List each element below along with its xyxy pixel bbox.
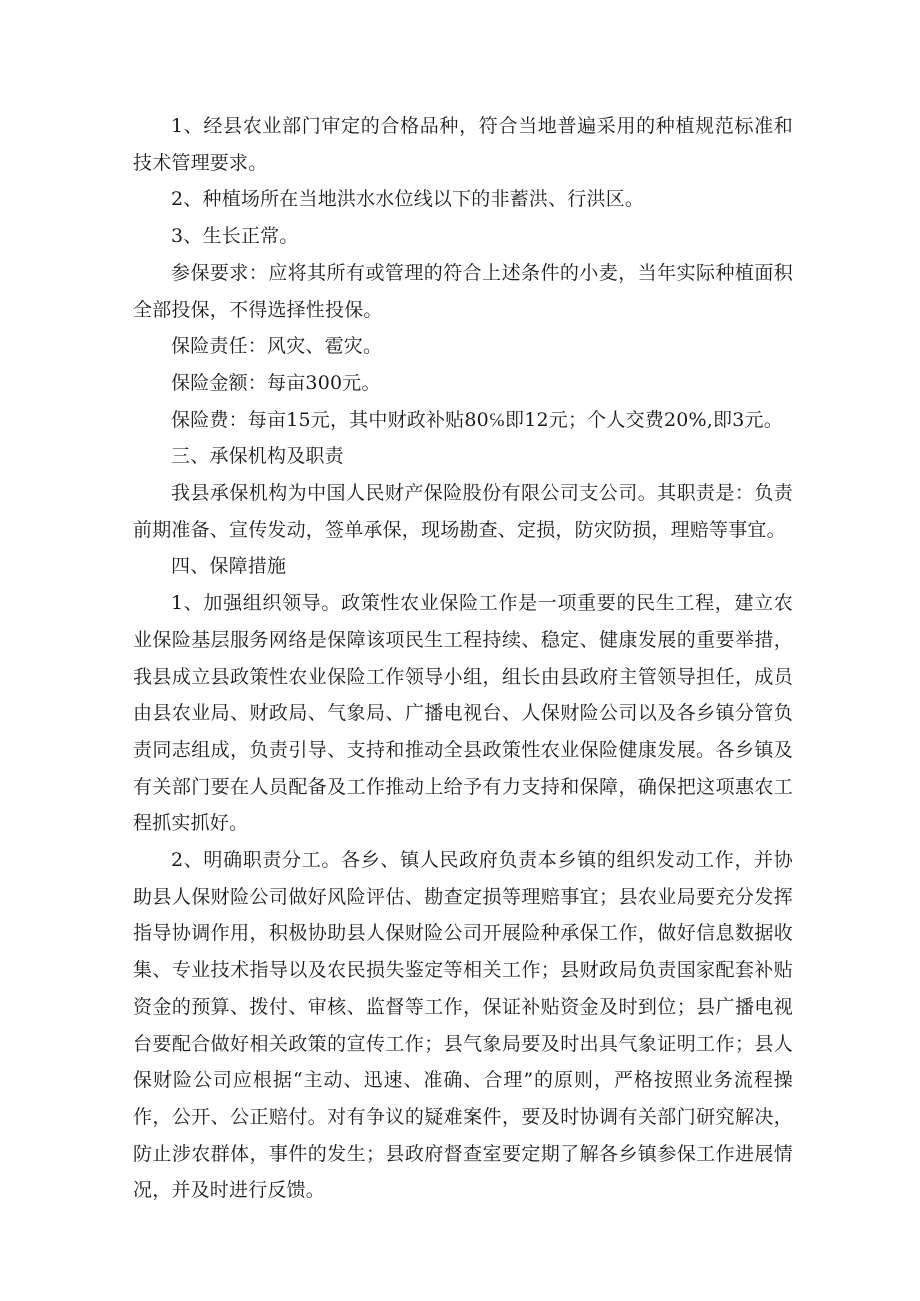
- paragraph-premium: 保险费：每亩15元，其中财政补贴80℅即12元；个人交费20%,即3元。: [171, 408, 783, 431]
- document-body: [133, 108, 793, 1209]
- paragraph-planting-location: 2、种植场所在当地洪水水位线以下的非蓄洪、行洪区。: [171, 188, 645, 211]
- paragraph-normal-growth: 3、生长正常。: [171, 225, 299, 248]
- paragraph-organizational-leadership: 1、加强组织领导。政策性农业保险工作是一项重要的民生工程，建立农业保险基层服务网络是保障该项民生工程持续、稳定、健康发展的重要举措，我县成立县政策性农业保险工作领导小组，组长由县政府主管领导担任，成员由县农业局、财政局、气象局、广播电视台、人保财险公司以及各乡镇分管负责同志组成，负责引导、支持和推动全县政策性农业保险健康发展。各乡镇及有关部门要在人员配备及工作推动上给予有力支持和保障，确保把这项惠农工程抓实抓好。: [133, 592, 793, 835]
- paragraph-insured-amount: 保险金额：每亩300元。: [171, 371, 381, 394]
- section-heading-safeguards: 四、保障措施: [171, 555, 287, 578]
- paragraph-enrollment-requirement: 参保要求：应将其所有或管理的符合上述条件的小麦，当年实际种植面积全部投保，不得选择性投保。: [133, 261, 793, 321]
- section-heading-underwriter: 三、承保机构及职责: [171, 445, 344, 468]
- paragraph-responsibility-division: 2、明确职责分工。各乡、镇人民政府负责本乡镇的组织发动工作，并协助县人保财险公司做好风险评估、勘查定损等理赔事宜；县农业局要充分发挥指导协调作用，积极协助县人保财险公司开展险种承保工作，做好信息数据收集、专业技术指导以及农民损失鉴定等相关工作；县财政局负责国家配套补贴资金的预算、拨付、审核、监督等工作，保证补贴资金及时到位；县广播电视台要配合做好相关政策的宣传工作；县气象局要及时出具气象证明工作；县人保财险公司应根据“主动、迅速、准确、合理”的原则，严格按照业务流程操作，公开、公正赔付。对有争议的疑难案件，要及时协调有关部门研究解决，防止涉农群体，事件的发生；县政府督查室要定期了解各乡镇参保工作进展情况，并及时进行反馈。: [133, 849, 793, 1202]
- paragraph-variety-requirement: 1、经县农业部门审定的合格品种，符合当地普遍采用的种植规范标准和技术管理要求。: [133, 115, 793, 174]
- paragraph-insurance-liability: 保险责任：风灾、雹灾。: [171, 335, 383, 358]
- paragraph-underwriter-duties: 我县承保机构为中国人民财产保险股份有限公司支公司。其职责是：负责前期准备、宣传发动，签单承保，现场勘查、定损，防灾防损，理赔等事宜。: [133, 482, 793, 541]
